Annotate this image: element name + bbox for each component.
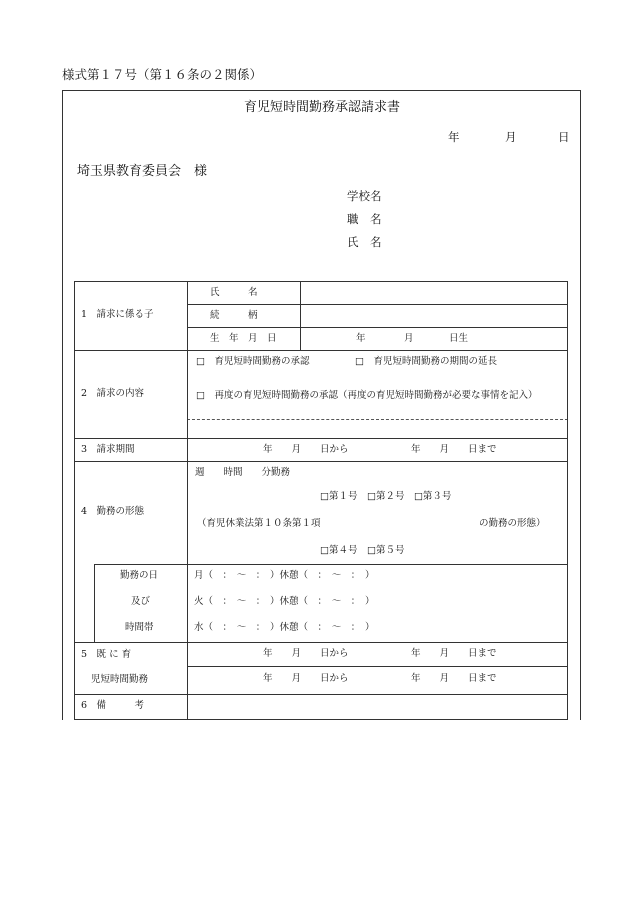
label-col-line [187, 281, 188, 720]
s4-sub-label-and: 及び [131, 596, 151, 607]
s4-law-reference-end: の勤務の形態） [479, 518, 546, 529]
s4-row-monday[interactable]: 月（ ： 〜 ： ）休憩（ ： 〜 ： ） [194, 570, 375, 581]
s4-row-wednesday[interactable]: 水（ ： 〜 ： ）休憩（ ： 〜 ： ） [194, 622, 375, 633]
s1-name-label: 氏 名 [210, 287, 258, 298]
frame-top [62, 90, 581, 91]
s1-dob-month[interactable]: 月 [404, 333, 414, 344]
sub-col-line [300, 281, 301, 350]
applicant-name[interactable]: 氏 名 [347, 235, 382, 249]
s4-row-tuesday[interactable]: 火（ ： 〜 ： ）休憩（ ： 〜 ： ） [194, 596, 375, 607]
s2-label: 2 請求の内容 [81, 388, 145, 399]
s4-label: 4 勤務の形態 [81, 506, 145, 517]
s2-option-extension[interactable]: □ 育児短時間勤務の期間の延長 [355, 356, 497, 367]
date-year[interactable]: 年 [448, 130, 460, 144]
s5-from-2[interactable]: 年 月 日から [263, 673, 349, 684]
table-right [567, 281, 568, 720]
s5-from[interactable]: 年 月 日から [263, 648, 349, 659]
s5-label-line1: 5 既 に 育 [81, 649, 132, 660]
date-day[interactable]: 日 [558, 130, 570, 144]
table-left [74, 281, 75, 720]
applicant-position[interactable]: 職 名 [347, 212, 382, 226]
form-number: 様式第１７号（第１６条の２関係） [62, 67, 263, 82]
frame-right [580, 90, 581, 720]
s4-law-reference: （育児休業法第１０条第１項 [197, 518, 321, 529]
table-top [74, 281, 568, 282]
applicant-school[interactable]: 学校名 [347, 189, 382, 203]
s3-to[interactable]: 年 月 日まで [411, 444, 497, 455]
row-line [74, 461, 568, 462]
s4-sub-label-hours: 時間帯 [125, 622, 154, 633]
s2-option-reapproval[interactable]: □ 再度の育児短時間勤務の承認（再度の育児短時間勤務が必要な事情を記入） [196, 390, 538, 401]
s5-to[interactable]: 年 月 日まで [411, 648, 497, 659]
s2-option-approval[interactable]: □ 育児短時間勤務の承認 [196, 356, 310, 367]
form-title: 育児短時間勤務承認請求書 [244, 100, 401, 115]
row-line [74, 438, 568, 439]
date-month[interactable]: 月 [505, 130, 517, 144]
s1-relation-label: 続 柄 [210, 310, 258, 321]
frame-left [62, 90, 63, 720]
sub-col-line [94, 564, 95, 642]
row-line [74, 350, 568, 351]
row-line [187, 327, 568, 328]
row-line [94, 564, 568, 565]
row-line [187, 666, 568, 667]
s4-type-options-b[interactable]: □第４号 □第５号 [320, 545, 405, 556]
s1-dob-label: 生 年 月 日 [210, 333, 277, 344]
s1-label: 1 請求に係る子 [81, 309, 154, 320]
s4-weekly-hours[interactable]: 週 時間 分勤務 [195, 467, 291, 478]
s1-dob-year[interactable]: 年 [356, 333, 366, 344]
table-bottom [74, 719, 568, 720]
s4-sub-label-days: 勤務の日 [120, 570, 159, 581]
s5-label-line2: 児短時間勤務 [91, 674, 149, 685]
dashed-divider [187, 419, 568, 420]
s6-label: 6 備 考 [81, 700, 145, 711]
s3-label: 3 請求期間 [81, 444, 135, 455]
s1-dob-day[interactable]: 日生 [449, 333, 469, 344]
row-line [74, 642, 568, 643]
s5-to-2[interactable]: 年 月 日まで [411, 673, 497, 684]
s3-from[interactable]: 年 月 日から [263, 444, 349, 455]
row-line [187, 304, 568, 305]
addressee: 埼玉県教育委員会 様 [77, 164, 208, 179]
s4-type-options-a[interactable]: □第１号 □第２号 □第３号 [320, 491, 452, 502]
row-line [74, 694, 568, 695]
